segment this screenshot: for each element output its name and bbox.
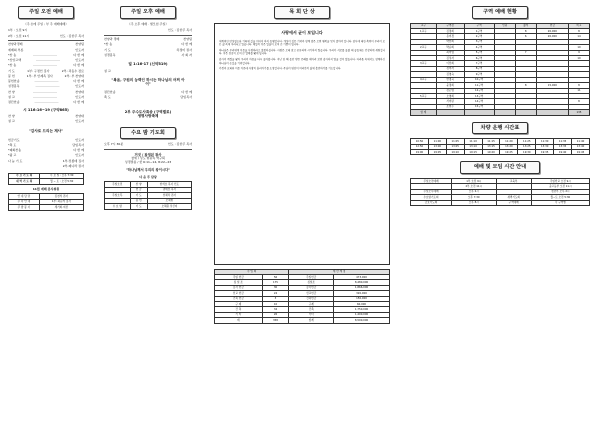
- times-title: 예배 및 모임 시간 안내: [460, 161, 540, 174]
- next-week-row: 주일오후 기 도 선혜라 권사: [105, 193, 192, 198]
- order-row: 결단찬송 …………………… 다 함 께: [8, 100, 84, 104]
- afternoon-note-1: 2부 주수도사특송 (구역별로): [124, 109, 172, 114]
- district-row: 조현주 15구역: [411, 104, 590, 109]
- afternoon-order-2: [104, 91, 192, 100]
- afternoon-sermon: "복음, 구원의 능력인 하시는 하나님의 어찌 아이": [111, 77, 185, 87]
- offering-row: 주일 헌금 56 주일헌금 473,000: [215, 274, 390, 279]
- order-row: *축 도 담임목사: [8, 142, 84, 147]
- order-row: *신앙고백 …………………… 인도자: [8, 58, 84, 62]
- order-of-worship-3: [8, 139, 84, 159]
- next-week-title: 다 음 주 담당: [139, 174, 157, 179]
- times-row: 2부 오전 11시 중고등부 오전 11시: [411, 184, 590, 189]
- time-row: 1부 : 오전 9시: [8, 28, 28, 33]
- district-row: 2교구 박순희 4구역 10: [411, 45, 590, 50]
- time-row: 2부 : 오전 11시 인도 : 김한주 목사: [8, 33, 84, 38]
- district-row: 4교구 한명숙 10구역: [411, 77, 590, 82]
- order-row: 기 도 차정미 권사: [104, 47, 192, 52]
- order-row: *찬 송 …………………… 다 함 께: [8, 52, 84, 57]
- morning-service-subtitle: 《주 손에 주일 ; 부 주 예배예배》: [23, 21, 69, 26]
- order-row: 봉 헌 1부: 부 안제옥 집사 2부: 부 찬양대: [8, 73, 84, 78]
- leader-row: 인도 : 김한주 목사: [167, 28, 192, 33]
- order-row: 성경봉독 …………………… 인도자: [8, 84, 84, 89]
- next-week-row: 수 요 밤 기 도 오혜원 성신여: [105, 204, 192, 209]
- order-row: *광 고 인도자: [8, 153, 84, 158]
- offering-row: 구 제 10 구제 60,000: [215, 302, 390, 307]
- morning-service-title: 주일 오전 예배: [18, 6, 74, 19]
- district-row: 1교구 김정희 1구역 8 20,000 8: [411, 28, 590, 33]
- order-row: 설 교 …………………… 인도자: [8, 94, 84, 99]
- district-row: 5교구 오영희 13구역: [411, 93, 590, 98]
- order-of-worship-2: [8, 115, 84, 124]
- order-row: 찬양과 경배 찬양팀: [104, 37, 192, 41]
- offering-row: 계 358 합계 8,500,000: [215, 318, 390, 323]
- district-row: 윤정희 11구역 8 15,000 8: [411, 83, 590, 88]
- order-row: 찬 양 …………………… 찬양대: [8, 89, 84, 94]
- district-header-cell: 출석: [515, 23, 536, 28]
- morning-service-column: [8, 6, 84, 211]
- offering-table: 수 입 회 재 산 계 정 주일 헌금 56 주일헌금 473,000 십 일 조 175 십일조 8,480,000 감사 헌금 30 감사헌금 1,866,000 선교 헌금 24 선교헌금 320,000 건축 헌금 3 건축헌금 150,000 구 제 10 구제 60,000 건 축 34 건축 1,750,000 기 타 26 기타 1,400,000 계 358 합계 8,500,000: [214, 269, 390, 324]
- offering-row: 감사 헌금 30 감사헌금 1,866,000: [215, 285, 390, 290]
- district-header-cell: 구역장: [436, 23, 464, 28]
- district-header-cell: 교구: [411, 23, 437, 28]
- afternoon-service-column: [104, 6, 192, 210]
- district-row: 유미경 2구역 6 20,000 14: [411, 34, 590, 39]
- article-paragraph: 가정과 교회와 이웃 가운데 사랑이 흘러가기를 소망합니다. 주님의 평강이 여러분의 삶에 충만하기를 기도합니다.: [219, 67, 342, 71]
- next-week-row: 주일오전 찬 양 한석호 목사 인도: [105, 182, 192, 187]
- article-heading: 사랑에서 균이 보입니다: [281, 29, 323, 35]
- order-row: 축 도 담임목사: [104, 94, 192, 99]
- next-week-table: [104, 181, 192, 209]
- district-row: 정미자 8구역: [411, 66, 590, 71]
- order-row: 설 교 인도자: [8, 119, 84, 124]
- next-week-row: 봉 헌 오혜현: [105, 198, 192, 203]
- bus-row: 12:50 13:00 13:05 13:10 13:15 13:20 13:25 13:30 13:35 13:40: [411, 144, 590, 149]
- service-volunteers-title: 11월 예배 봉사위원: [32, 186, 60, 191]
- divider: [104, 35, 192, 36]
- district-title: 구역 예배 현황: [472, 6, 528, 19]
- bus-row: 19:00 19:05 19:10 19:15 19:20 19:25 19:30 19:35 19:40 19:45: [411, 150, 590, 155]
- prayer-row: 2부:제나라 권사: [62, 163, 84, 168]
- district-row: 김성자 6구역 10: [411, 56, 590, 61]
- wednesday-title: 수요 밤 기도회: [120, 127, 176, 140]
- next-week-row: 헌 금 권태호 목사: [105, 187, 192, 192]
- afternoon-service-subtitle: 《주 오후 예배 · 셀모임 주일》: [127, 21, 169, 26]
- wednesday-verse: 창세 / 성도 현판속 역구획: [131, 156, 165, 161]
- times-row: 수요밤기도회 오후 7:30 새벽기도회 월~토 오전 5:30: [411, 195, 590, 200]
- prayer-row: 나 눔 기 도 1부:전종태 집사: [8, 158, 84, 163]
- district-row: 박선희 3구역: [411, 39, 590, 44]
- offering-row: 십 일 조 175 십일조 8,480,000: [215, 280, 390, 285]
- article-paragraph: 감사의 계절을 맞아 우리의 마음을 다시 돌아봅니다. 지난 한 해 동안 받은 은혜를 헤아려 보면 감사하지 않을 것이 없습니다. 어려움 속에서도 함께하신 하나님의 손길을 기억합니다.: [219, 58, 385, 65]
- district-column: [410, 6, 590, 206]
- wednesday-time-row: 오후 7시 30분 인도 : 김한주 목사: [104, 142, 192, 147]
- afternoon-scripture: 빌 1:16-17 (신약319): [128, 61, 168, 66]
- pastor-column: [214, 6, 390, 324]
- wednesday-sermon: 거짓 / 참정된 광사: [134, 152, 162, 157]
- offering-row: 건축 헌금 3 건축헌금 150,000: [215, 296, 390, 301]
- wednesday-book: 성경말씀 / 삿 6:11~14, 8:22~23: [124, 159, 172, 164]
- bus-row: 10:50 11:00 11:05 11:10 11:15 11:20 11:25 11:30 11:35 11:40: [411, 139, 590, 144]
- order-row: *찬 송 …………………… 다 함 께: [8, 63, 84, 68]
- offering-row: 건 축 34 건축 1,750,000: [215, 307, 390, 312]
- district-row: 최미영 5구역 7 9: [411, 50, 590, 55]
- district-header-cell: 헌금: [536, 23, 568, 28]
- order-row: *찬 송 다 함 께: [104, 42, 192, 47]
- meeting-box: 수 요 기 도 회 수 요 일 : 오후 7:30 새 벽 기 도 회 월 ~ 토 : 오전 5:30: [8, 173, 84, 185]
- afternoon-service-title: 주일 오후 예배: [120, 6, 176, 19]
- order-row: *폐회찬송 다 함 께: [8, 148, 84, 153]
- afternoon-order: [104, 38, 192, 58]
- wednesday-word: "하나님께서 우리의 왕이시다": [126, 167, 170, 172]
- order-row: 결단찬송 다 함 께: [104, 89, 192, 94]
- order-row: 기 도 1부: 구정인 집사 2부: 곽동수 장로: [8, 68, 84, 73]
- order-row: 성경봉독 사 회 자: [104, 52, 192, 57]
- order-row: 찬양과경배 찬양팀: [8, 42, 84, 47]
- order-row: 헌금기도 인도자: [8, 137, 84, 142]
- sermon-title: "감사로 드리는 제사": [28, 129, 64, 134]
- offering-row: 기 타 26 기타 1,400,000: [215, 312, 390, 317]
- district-row: 합 계 135: [411, 110, 590, 115]
- divider: [104, 149, 192, 150]
- order-of-worship: [8, 43, 84, 105]
- afternoon-note-2: 생명사랑축제: [137, 114, 159, 119]
- district-header-cell: 비고: [568, 23, 589, 28]
- preach-row: 설 교: [104, 68, 111, 73]
- pastor-article: [214, 23, 390, 265]
- district-table: [410, 23, 590, 116]
- article-paragraph: 하나님은 우리에게 이웃을 사랑하라고 말씀하십니다. 사랑은 오래 참고 온유하며 시기하지 않습니다. 우리가 서로를 돌볼 때 공동체는 건강하게 세워집니다. 작은 섬김이 모여 큰 열매를 맺게 됩니다.: [219, 48, 385, 56]
- times-row: 주일오전예배 1부 오전 9시 교육부 주일학교 오전 9시: [411, 178, 590, 183]
- bus-title: 차량 운행 시간표: [472, 122, 528, 135]
- scripture-reference: 시 116:16~19 (구약865): [23, 107, 69, 112]
- district-row: 3교구 이선희 7구역: [411, 61, 590, 66]
- pastor-column-title: 목 회 단 상: [274, 6, 330, 19]
- service-volunteers-table: 안 내 담 당 김천석 권사 주 차 안 내 1부: 최순석 집사 주 방 봉 사 세기회·여전: [8, 193, 84, 210]
- order-row: 예배의 부름 인도자: [8, 47, 84, 52]
- offering-row: 선교 헌금 24 선교헌금 320,000: [215, 291, 390, 296]
- district-row: 장은영 12구역 11: [411, 88, 590, 93]
- times-table: [410, 178, 590, 206]
- district-row: 김영숙 9구역: [411, 72, 590, 77]
- times-row: 주일오후예배 오후 2시 청년부 오후 2시: [411, 189, 590, 194]
- district-row: 서미란 14구역 8: [411, 99, 590, 104]
- article-paragraph: 세계적인 만성혈소판 기록에 길을 이어서 하지 동행합니다. 개성의 깊은 기억과 함께 많은 오랜 행복을 잊지 말아야 합니다. 감사에 대한 축복이 우리의 모든 삶 속에 자라나고 있습니다. 매일의 작은 일들이 모여 큰 기쁨이 됩니다.: [219, 39, 385, 47]
- times-row: 금요기도회 오후 8시 구역예배 각 구역별: [411, 200, 590, 205]
- order-row: 봉헌찬송 …………………… 다 함 께: [8, 79, 84, 83]
- district-header-cell: 인원: [494, 23, 515, 28]
- order-row: 찬 양 찬양대: [8, 114, 84, 119]
- bus-table: [410, 138, 590, 155]
- district-header-cell: 구역: [464, 23, 494, 28]
